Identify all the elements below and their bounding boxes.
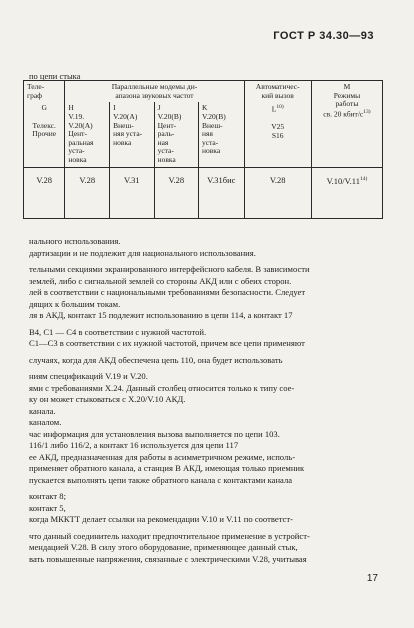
head-text: ная [157, 137, 169, 147]
text-line: когда МККТТ делает ссылки на рекомендации V.10 и V.11 по соответст- [29, 514, 293, 524]
text-line: землей, либо с сигнальной землей со стороны АКД или с обеих сторон. [29, 275, 292, 286]
text-line: применяет обратного канала, а станция В АКД, имеющая только приемник [29, 463, 305, 473]
cell-k: V.31бис [198, 167, 244, 218]
head-auto-call [244, 81, 311, 103]
cell-h: V.28 [65, 167, 110, 218]
body-text [29, 236, 380, 565]
text-line: пускается выполнять цепи также обратного канала с контактами канала [29, 474, 293, 485]
head-text: V.20(A) [113, 111, 138, 121]
cell-g: V.28 [24, 167, 65, 218]
cell-i: V.31 [110, 167, 154, 218]
text-line: 116/1 либо 116/2, а контакт 16 используется для цепи 117 [29, 440, 239, 450]
table-row [24, 167, 383, 218]
head-text: няя [201, 129, 213, 139]
text-line: каналом. [29, 417, 62, 427]
head-text: няя уста- [113, 129, 143, 139]
head-text: V.20(B) [201, 111, 226, 121]
text-line: ку он может стыковаться с X.20/V.10 АКД. [29, 394, 186, 404]
cell-m-value: V.10/V.11 [326, 175, 360, 186]
text-line: вать повышенные напряжения, связанные с электрическими V.28, учитывая [29, 553, 307, 564]
head-col-k [198, 102, 244, 167]
text-line: контакт 5, [29, 502, 66, 513]
head-text: Цент- [157, 120, 177, 130]
head-teleprinter [24, 81, 65, 103]
head-text: граф [27, 90, 43, 100]
document-header: ГОСТ Р 34.30—93 [273, 30, 374, 42]
head-text: ральная [68, 137, 94, 147]
head-text: I [113, 103, 116, 113]
head-text: V.20(B) [157, 111, 182, 121]
head-text: Автоматичес- [255, 82, 300, 91]
footnote-marker: 13) [363, 108, 371, 115]
head-col-l [244, 102, 311, 167]
text-line: контакт 8; [29, 491, 66, 501]
text-line: ее АКД, предназначенная для работы в асимметричном режиме, исполь- [29, 451, 296, 462]
head-col-j [154, 102, 198, 167]
text-line: час информация для установления вызова выполняется по цепи 103. [29, 428, 280, 439]
head-text: М [343, 82, 351, 91]
head-text: L [271, 104, 277, 114]
head-text: G [41, 103, 47, 113]
head-text: работы [335, 99, 359, 109]
cell-j: V.28 [154, 167, 198, 218]
head-col-g [24, 102, 65, 167]
text-line: мендацией V.28. В силу этого оборудование, применяющее данный стык, [29, 542, 298, 552]
head-text: V.20(A) [68, 120, 93, 130]
head-text: новка [201, 146, 221, 156]
text-line: тельными секциями экранированного интерфейсного кабеля. В зависимости [29, 264, 310, 274]
text-line: канала. [29, 405, 56, 416]
text-line: нального использования. [29, 236, 121, 246]
text-line: B4, C1 — C4 в соответствии с нужной частотой. [29, 326, 207, 337]
page-number: 17 [366, 573, 378, 584]
head-col-i [110, 102, 154, 167]
head-text: V25 [271, 122, 285, 131]
table-head-row-1 [24, 81, 383, 103]
head-text: K [201, 103, 208, 113]
head-text: раль- [157, 129, 175, 139]
head-text: новка [68, 155, 87, 164]
head-col-h [65, 102, 110, 167]
head-text: V.19. [68, 111, 85, 121]
head-text: Внеш- [113, 120, 134, 130]
text-line: ля в АКД, контакт 15 подлежит использованию в цепи 114, а контакт 17 [29, 310, 293, 320]
head-text: Телекс. [32, 120, 56, 130]
head-modes [311, 81, 382, 168]
head-text: уста- [201, 137, 219, 147]
cell-l: V.28 [244, 167, 311, 218]
footnote-marker: 10) [276, 104, 284, 111]
text-line: ниям спецификаций V.19 и V.20. [29, 371, 148, 381]
interface-table [23, 80, 383, 219]
head-text: новка [113, 137, 132, 147]
head-text: Внеш- [201, 120, 223, 130]
head-text: Прочие [32, 129, 57, 139]
text-line: случаях, когда для АКД обеспечена цепь 110, она будет использовать [29, 354, 283, 365]
head-text: св. 20 кбит/с [323, 109, 364, 119]
text-line: что данный соединитель находит предпочтительное применение в устройст- [29, 530, 310, 541]
head-text: апазона звуковых частот [115, 90, 194, 100]
head-text: новка [157, 155, 176, 164]
table-caption: по цепи стыка [29, 71, 81, 81]
head-text: Параллельные модемы ди- [111, 82, 198, 91]
text-line: дартизации и не подлежит для национального использования. [29, 247, 256, 258]
head-text: Теле- [27, 82, 45, 91]
head-text: кий вызов [261, 90, 294, 100]
cell-m [311, 167, 382, 218]
head-text: уста- [68, 146, 85, 156]
head-parallel-modems [65, 81, 244, 103]
head-text: S16 [271, 130, 284, 140]
head-text: Цент- [68, 129, 87, 139]
head-text: H [68, 103, 74, 113]
text-line: C1—C3 в соответствии с их нужной частотой, причем все цепи применяют [29, 338, 305, 348]
text-line: лей в соответствии с национальными требованиями безопасности. Следует [29, 287, 306, 297]
text-line: ями с требованиями X.24. Данный столбец относится только к типу сое- [29, 382, 295, 393]
head-text: J [157, 103, 161, 113]
text-line: дящих к большим токам. [29, 298, 121, 309]
head-text: уста- [157, 146, 174, 156]
footnote-marker: 14) [359, 175, 368, 182]
head-text: Режимы [333, 90, 361, 100]
